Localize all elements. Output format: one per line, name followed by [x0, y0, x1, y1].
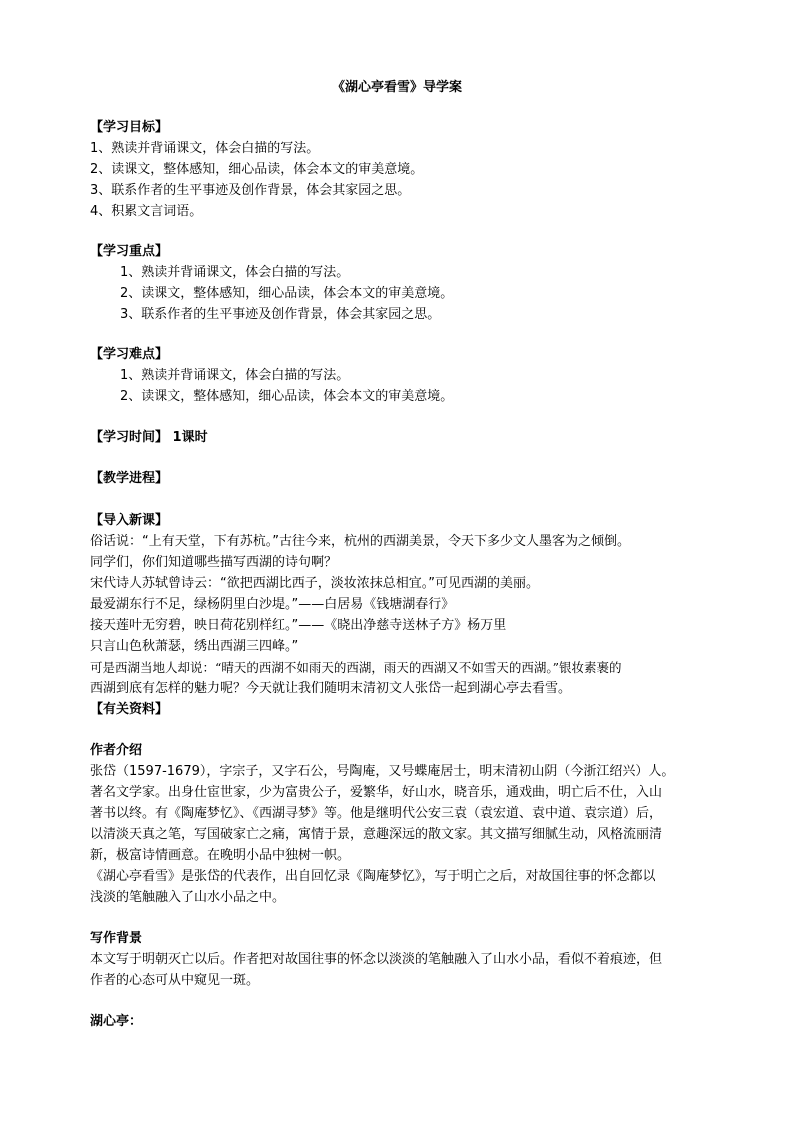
key-point-item: 1、熟读并背诵课文，体会白描的写法。: [120, 265, 350, 280]
intro-line: 宋代诗人苏轼曾诗云：“欲把西湖比西子，淡妆浓抹总相宜。”可见西湖的美丽。: [90, 576, 539, 591]
author-line: 著书以终。有《陶庵梦忆》、《西湖寻梦》等。他是继明代公安三袁（袁宏道、袁中道、袁宗道）后，: [90, 806, 663, 821]
background-line: 本文写于明朝灭亡以后。作者把对故国往事的怀念以淡淡的笔触融入了山水小品，看似不着痕迹，但: [90, 952, 663, 967]
intro-line: 只言山色秋萧瑟，绣出西湖三四峰。”: [90, 639, 299, 654]
difficulty-item: 1、熟读并背诵课文，体会白描的写法。: [120, 368, 350, 383]
objective-item: 4、积累文言词语。: [90, 204, 203, 219]
key-point-item: 3、联系作者的生平事迹及创作背景，体会其家园之思。: [120, 307, 441, 322]
author-line: 张岱（1597-1679），字宗子，又字石公，号陶庵，又号蝶庵居士，明末清初山阴（今浙江绍兴）人。: [90, 764, 675, 779]
author-line: 以清淡天真之笔，写国破家亡之痛，寓情于景，意趣深远的散文家。其文描写细腻生动，风格流丽清: [90, 827, 663, 842]
intro-line: 可是西湖当地人却说：“晴天的西湖不如雨天的西湖，雨天的西湖又不如雪天的西湖。”银妆素裹的: [90, 660, 622, 675]
intro-line: 同学们，你们知道哪些描写西湖的诗句啊？: [90, 555, 338, 570]
objective-item: 3、联系作者的生平事迹及创作背景，体会其家园之思。: [90, 183, 411, 198]
intro-heading: 【导入新课】: [90, 513, 169, 528]
key-point-item: 2、读课文，整体感知，细心品读，体会本文的审美意境。: [120, 286, 454, 301]
page-title: 《湖心亭看雪》导学案: [331, 80, 462, 95]
author-heading: 作者介绍: [90, 743, 143, 758]
author-line: 著名文学家。出身仕宦世家，少为富贵公子，爱繁华，好山水，晓音乐，通戏曲，明亡后不仕，入山: [90, 785, 663, 800]
author-line: 《湖心亭看雪》是张岱的代表作，出自回忆录《陶庵梦忆》，写于明亡之后，对故国往事的怀念都以: [90, 869, 656, 884]
objectives-heading: 【学习目标】: [90, 120, 169, 135]
background-heading: 写作背景: [90, 931, 143, 946]
objective-item: 1、熟读并背诵课文，体会白描的写法。: [90, 141, 320, 156]
author-line: 浅淡的笔触融入了山水小品之中。: [90, 890, 286, 905]
intro-line: 接天莲叶无穷碧，映日荷花别样红。”——《晓出净慈寺送林子方》杨万里: [90, 618, 507, 633]
materials-heading: 【有关资料】: [90, 702, 169, 717]
study-time: 【学习时间】 1课时: [90, 430, 208, 445]
key-points-heading: 【学习重点】: [90, 244, 169, 259]
teaching-process-heading: 【教学进程】: [90, 471, 169, 486]
intro-line: 西湖到底有怎样的魅力呢？今天就让我们随明末清初文人张岱一起到湖心亭去看雪。: [90, 681, 572, 696]
difficulty-item: 2、读课文，整体感知，细心品读，体会本文的审美意境。: [120, 389, 454, 404]
objective-item: 2、读课文，整体感知，细心品读，体会本文的审美意境。: [90, 162, 424, 177]
author-line: 新，极富诗情画意。在晚明小品中独树一帜。: [90, 848, 351, 863]
intro-line: 最爱湖东行不足，绿杨阴里白沙堤。”——白居易《钱塘湖春行》: [90, 597, 455, 612]
intro-line: 俗话说：“上有天堂，下有苏杭。”古往今来，杭州的西湖美景，令天下多少文人墨客为之倾倒。: [90, 534, 630, 549]
difficulties-heading: 【学习难点】: [90, 347, 169, 362]
pavilion-heading: 湖心亭：: [90, 1014, 143, 1029]
background-line: 作者的心态可从中窥见一斑。: [90, 973, 260, 988]
